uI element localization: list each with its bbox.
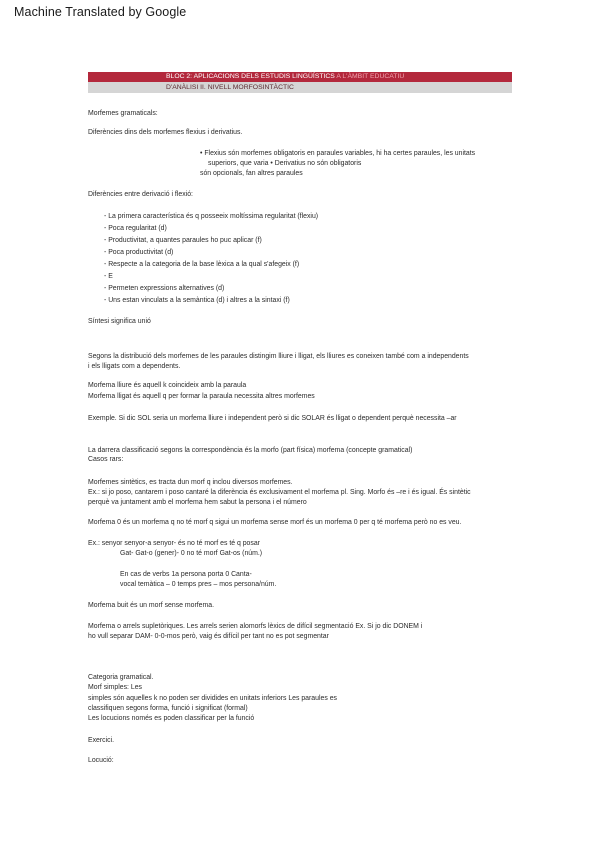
list-item: - Poca regularitat (d) <box>104 225 167 232</box>
paragraph-line: Locució: <box>88 757 114 764</box>
list-item: - Productivitat, a quantes paraules ho puc aplicar (f) <box>104 237 262 244</box>
paragraph-line: classifiquen segons forma, funció i significat (formal) <box>88 705 248 712</box>
paragraph-line: Segons la distribució dels morfemes de les paraules distingim lliure i lligat, els lliures es coneixen també com a independents <box>88 353 469 360</box>
example-line: En cas de verbs 1a persona porta 0 Canta- <box>120 571 252 578</box>
paragraph-line: Síntesi significa unió <box>88 318 151 325</box>
heading-grammatical-morphemes: Morfemes gramaticals: <box>88 110 158 117</box>
paragraph-line: Diferències entre derivació i flexió: <box>88 191 193 198</box>
paragraph-line: simples són aquelles k no poden ser dividides en unitats inferiors Les paraules es <box>88 695 337 702</box>
machine-translated-banner: Machine Translated by Google <box>14 5 187 19</box>
example-line: Exemple. Si dic SOL seria un morfema lliure i independent però si dic SOLAR és lligat o dependent perquè necessita –ar <box>88 415 457 422</box>
header-subtitle: D'ANÀLISI II. NIVELL MORFOSINTÀCTIC <box>166 84 294 91</box>
example-line: Gat- Gat-o (gener)- 0 no té morf Gat-os (núm.) <box>120 550 263 557</box>
list-item: - La primera característica és q posseeix moltíssima regularitat (flexiu) <box>104 213 319 220</box>
header-bloc-title-faded: A L'ÀMBIT EDUCATIU <box>336 73 405 80</box>
paragraph-line: Morfema lligat és aquell q per formar la paraula necessita altres morfemes <box>88 393 315 400</box>
paragraph-line: Exercici. <box>88 737 115 744</box>
paragraph-line: perquè va juntament amb el morfema hem sabut la persona i el número <box>88 499 307 506</box>
list-item: - Respecte a la categoria de la base lèxica a la qual s'afegeix (f) <box>104 261 300 268</box>
header-bloc-title: BLOC 2: APLICACIONS DELS ESTUDIS LINGÜÍSTICS <box>166 73 335 80</box>
paragraph-line: Ex.: si jo poso, cantarem i poso cantaré la diferència és exclusivament el morfema pl. Sing. Morfo és –re i és igual. És sintètic <box>88 489 471 496</box>
list-item: - E <box>104 273 113 280</box>
paragraph-line: Les locucions només es poden classificar per la funció <box>88 715 255 722</box>
paragraph-line: Categoria gramatical. <box>88 674 154 681</box>
bullet-line: superiors, que varia • Derivatius no són obligatoris <box>208 160 362 167</box>
paragraph-line: Diferències dins dels morfemes flexius i derivatius. <box>88 129 243 136</box>
paragraph-line: Morfema o arrels supletòriques. Les arrels serien alomorfs lèxics de difícil segmentació Ex. Si jo dic DONEM i <box>88 623 423 630</box>
paragraph-line: Morfema 0 és un morfema q no té morf q sigui un morfema sense morf és un morfema 0 per q té morfema però no es veu. <box>88 519 462 526</box>
list-item: - Permeten expressions alternatives (d) <box>104 285 225 292</box>
list-item: - Poca productivitat (d) <box>104 249 174 256</box>
example-line: Ex.: senyor senyor-a senyor- és no té morf es té q posar <box>88 540 260 547</box>
bullet-line: són opcionals, fan altres paraules <box>200 170 303 177</box>
paragraph-line: Morf simples: Les <box>88 684 142 691</box>
header-bloc-bar <box>88 72 512 82</box>
list-item: - Uns estan vinculats a la semàntica (d) i altres a la sintaxi (f) <box>104 297 290 304</box>
paragraph-line: ho vull separar DAM- 0-0-mos però, vaig és difícil per tant no es pot segmentar <box>88 633 329 640</box>
paragraph-line: i els lligats com a dependents. <box>88 363 181 370</box>
paragraph-line: Casos rars: <box>88 456 124 463</box>
paragraph-line: La darrera classificació segons la correspondència és la morfo (part física) morfema (concepte gramatical) <box>88 447 413 454</box>
paragraph-line: Morfemes sintètics, es tracta dun morf q inclou diversos morfemes. <box>88 479 293 486</box>
bullet-line: • Flexius són morfemes obligatoris en paraules variables, hi ha certes paraules, les unitats <box>200 150 476 157</box>
paragraph-line: Morfema buit és un morf sense morfema. <box>88 602 214 609</box>
header-subtitle-bar <box>88 82 512 93</box>
paragraph-line: Morfema lliure és aquell k coincideix amb la paraula <box>88 382 247 389</box>
example-line: vocal temàtica – 0 temps pres – mos persona/núm. <box>120 581 277 588</box>
